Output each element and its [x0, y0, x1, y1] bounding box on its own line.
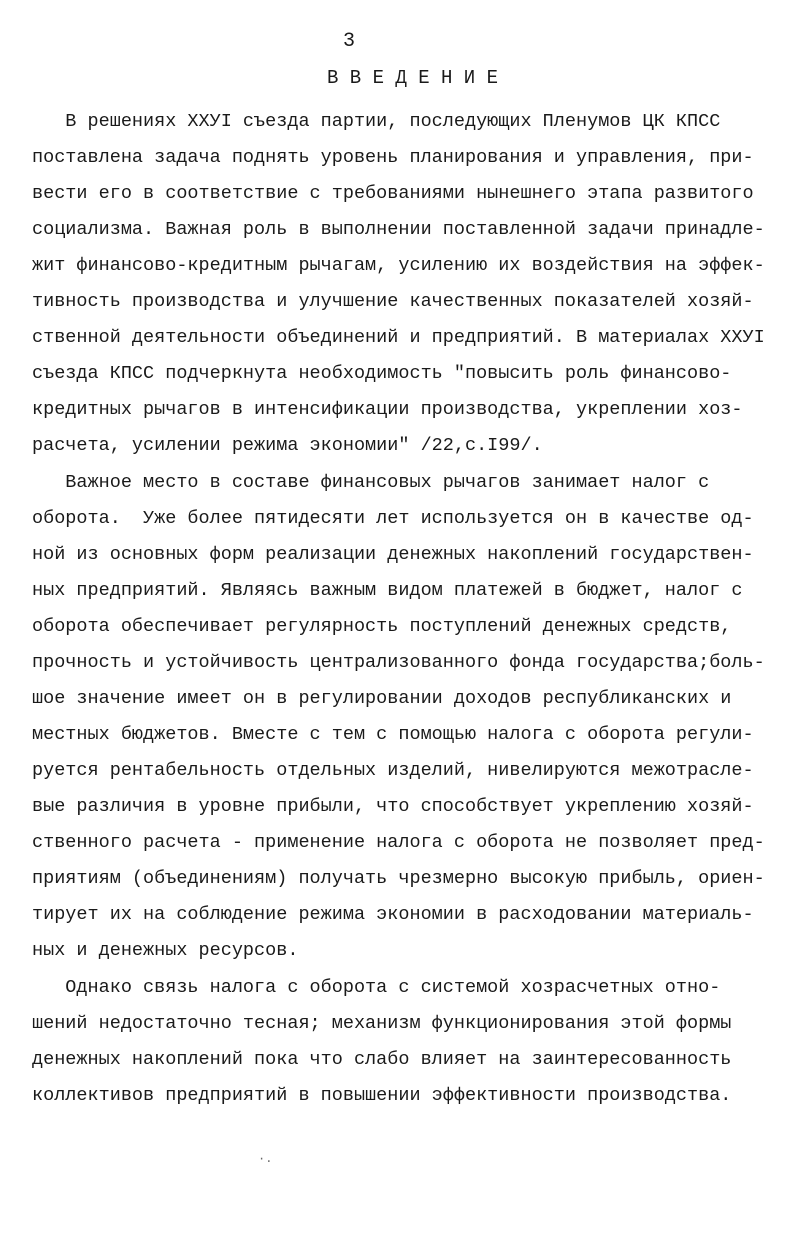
text-line: поставлена задача поднять уровень планирования и управления, при- [32, 147, 754, 168]
text-line: расчета, усилении режима экономии" /22,с.I99/. [32, 435, 543, 456]
section-heading: В В Е Д Е Н И Е [326, 67, 499, 89]
text-line: ной из основных форм реализации денежных накоплений государствен- [32, 544, 754, 565]
text-line: приятиям (объединениям) получать чрезмерно высокую прибыль, ориен- [32, 868, 765, 889]
text-line: Важное место в составе финансовых рычагов занимает налог с [32, 472, 710, 493]
text-line: тирует их на соблюдение режима экономии в расходовании материаль- [32, 904, 754, 925]
text-line: оборота обеспечивает регулярность поступлений денежных средств, [32, 616, 732, 637]
text-line: коллективов предприятий в повышении эффективности производства. [32, 1085, 732, 1106]
text-line: В решениях XXУI съезда партии, последующих Пленумов ЦК КПСС [32, 111, 721, 132]
page-number: 3 [343, 30, 356, 53]
text-line: Однако связь налога с оборота с системой хозрасчетных отно- [32, 977, 721, 998]
text-line: ственного расчета - применение налога с оборота не позволяет пред- [32, 832, 765, 853]
text-line: прочность и устойчивость централизованного фонда государства;боль- [32, 652, 765, 673]
text-line: шое значение имеет он в регулировании доходов республиканских и [32, 688, 732, 709]
text-line: оборота. Уже более пятидесяти лет используется он в качестве од- [32, 508, 754, 529]
text-line: денежных накоплений пока что слабо влияет на заинтересованность [32, 1049, 732, 1070]
text-line: жит финансово-кредитным рычагам, усилению их воздействия на эффек- [32, 255, 765, 276]
text-line: кредитных рычагов в интенсификации производства, укреплении хоз- [32, 399, 743, 420]
text-line: съезда КПСС подчеркнута необходимость "повысить роль финансово- [32, 363, 732, 384]
text-line: социализма. Важная роль в выполнении поставленной задачи принадле- [32, 219, 765, 240]
text-line: ственной деятельности объединений и предприятий. В материалах XXУI [32, 327, 765, 348]
text-line: местных бюджетов. Вместе с тем с помощью налога с оборота регули- [32, 724, 754, 745]
text-line: ных и денежных ресурсов. [32, 940, 299, 961]
scan-speck: ·. [258, 1152, 273, 1166]
text-line: шений недостаточно тесная; механизм функционирования этой формы [32, 1013, 732, 1034]
text-line: вести его в соответствие с требованиями нынешнего этапа развитого [32, 183, 754, 204]
text-line: вые различия в уровне прибыли, что способствует укреплению хозяй- [32, 796, 754, 817]
text-line: ных предприятий. Являясь важным видом платежей в бюджет, налог с [32, 580, 743, 601]
text-line: тивность производства и улучшение качественных показателей хозяй- [32, 291, 754, 312]
text-line: руется рентабельность отдельных изделий, нивелируются межотрасле- [32, 760, 754, 781]
